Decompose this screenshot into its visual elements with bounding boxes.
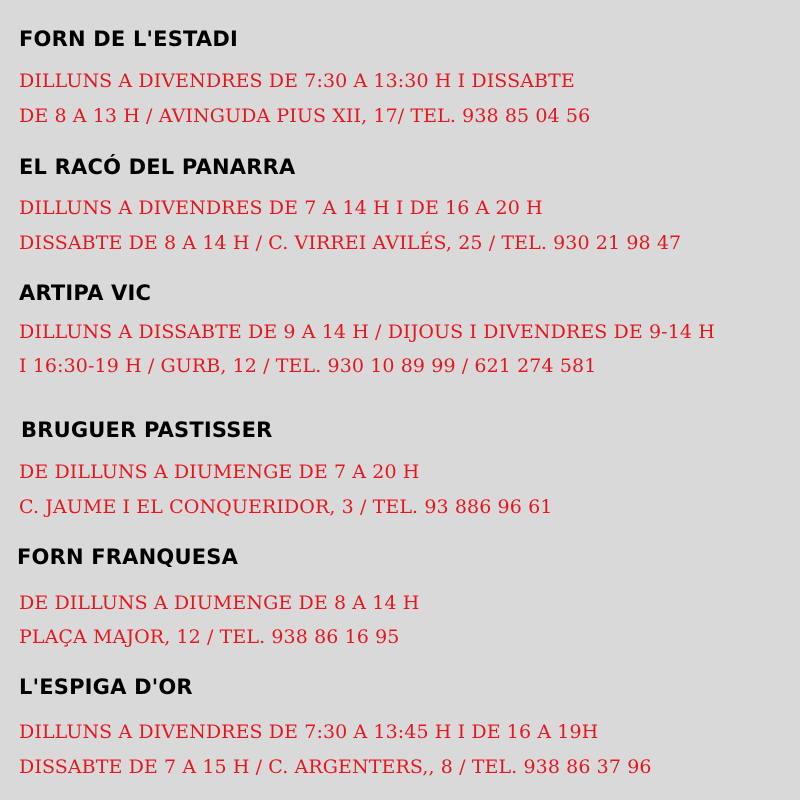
bakery-name: ARTIPA VIC bbox=[19, 281, 152, 305]
bakery-address-line: PLAÇA MAJOR, 12 / TEL. 938 86 16 95 bbox=[19, 626, 400, 648]
bakery-name: L'ESPIGA D'OR bbox=[19, 675, 193, 699]
bakery-name: FORN DE L'ESTADI bbox=[19, 27, 239, 51]
bakery-address-line: DISSABTE DE 8 A 14 H / C. VIRREI AVILÉS, 25 / TEL. 930 21 98 47 bbox=[19, 232, 682, 254]
bakery-name: EL RACÓ DEL PANARRA bbox=[19, 155, 296, 179]
bakery-address-line: DE 8 A 13 H / AVINGUDA PIUS XII, 17/ TEL. 938 85 04 56 bbox=[19, 105, 591, 127]
bakery-address-line: I 16:30-19 H / GURB, 12 / TEL. 930 10 89 99 / 621 274 581 bbox=[19, 355, 597, 377]
bakery-address-line: C. JAUME I EL CONQUERIDOR, 3 / TEL. 93 886 96 61 bbox=[19, 496, 553, 518]
bakery-hours-line: DILLUNS A DIVENDRES DE 7:30 A 13:45 H I DE 16 A 19H bbox=[19, 721, 599, 743]
bakery-hours-line: DILLUNS A DIVENDRES DE 7 A 14 H I DE 16 A 20 H bbox=[19, 197, 543, 219]
bakery-address-line: DISSABTE DE 7 A 15 H / C. ARGENTERS,, 8 / TEL. 938 86 37 96 bbox=[19, 756, 652, 778]
bakery-hours-line: DE DILLUNS A DIUMENGE DE 8 A 14 H bbox=[19, 592, 420, 614]
bakery-name: BRUGUER PASTISSER bbox=[21, 418, 273, 442]
bakery-hours-line: DE DILLUNS A DIUMENGE DE 7 A 20 H bbox=[19, 461, 420, 483]
bakery-hours-line: DILLUNS A DISSABTE DE 9 A 14 H / DIJOUS I DIVENDRES DE 9-14 H bbox=[19, 321, 715, 343]
bakery-name: FORN FRANQUESA bbox=[17, 545, 239, 569]
bakery-hours-line: DILLUNS A DIVENDRES DE 7:30 A 13:30 H I DISSABTE bbox=[19, 70, 575, 92]
